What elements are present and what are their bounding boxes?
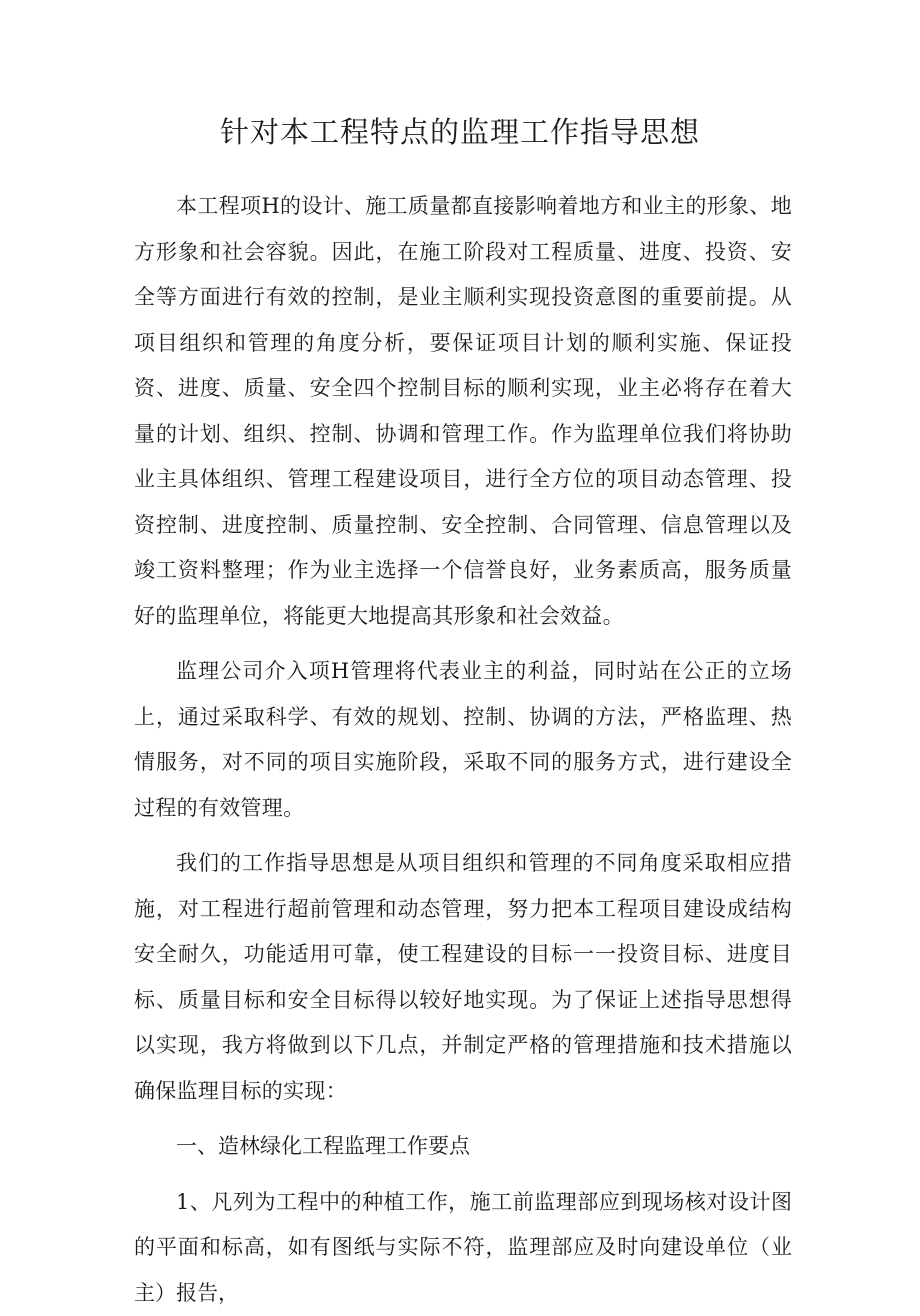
- paragraph-company-role: 监理公司介入项H管理将代表业主的利益，同时站在公正的立场上，通过采取科学、有效的规划、控制、协调的方法，严格监理、热情服务，对不同的项目实施阶段，采取不同的服务方式，进行建设全过程的有效管理。: [134, 649, 792, 831]
- section-heading: 一、造林绿化工程监理工作要点: [134, 1124, 792, 1170]
- paragraph-intro: 本工程项H的设计、施工质量都直接影响着地方和业主的形象、地方形象和社会容貌。因此，在施工阶段对工程质量、进度、投资、安全等方面进行有效的控制，是业主顺利实现投资意图的重要前提。从项目组织和管理的角度分析，要保证项目计划的顺利实施、保证投资、进度、质量、安全四个控制目标的顺利实现，业主必将存在着大量的计划、组织、控制、协调和管理工作。作为监理单位我们将协助业主具体组织、管理工程建设项目，进行全方位的项目动态管理、投资控制、进度控制、质量控制、安全控制、合同管理、信息管理以及竣工资料整理；作为业主选择一个信誉良好，业务素质高，服务质量好的监理单位，将能更大地提高其形象和社会效益。: [134, 184, 792, 639]
- document-body: [134, 184, 792, 1316]
- paragraph-guiding-idea: 我们的工作指导思想是从项目组织和管理的不同角度采取相应措施，对工程进行超前管理和动态管理，努力把本工程项目建设成结构安全耐久，功能适用可靠，使工程建设的目标一一投资目标、进度目标、质量目标和安全目标得以较好地实现。为了保证上述指导思想得以实现，我方将做到以下几点，并制定严格的管理措施和技术措施以确保监理目标的实现：: [134, 841, 792, 1114]
- document-title: 针对本工程特点的监理工作指导思想: [0, 112, 920, 152]
- list-item-1: 1、凡列为工程中的种植工作，施工前监理部应到现场核对设计图的平面和标高，如有图纸与实际不符，监理部应及时向建设单位（业主）报告，: [134, 1180, 792, 1316]
